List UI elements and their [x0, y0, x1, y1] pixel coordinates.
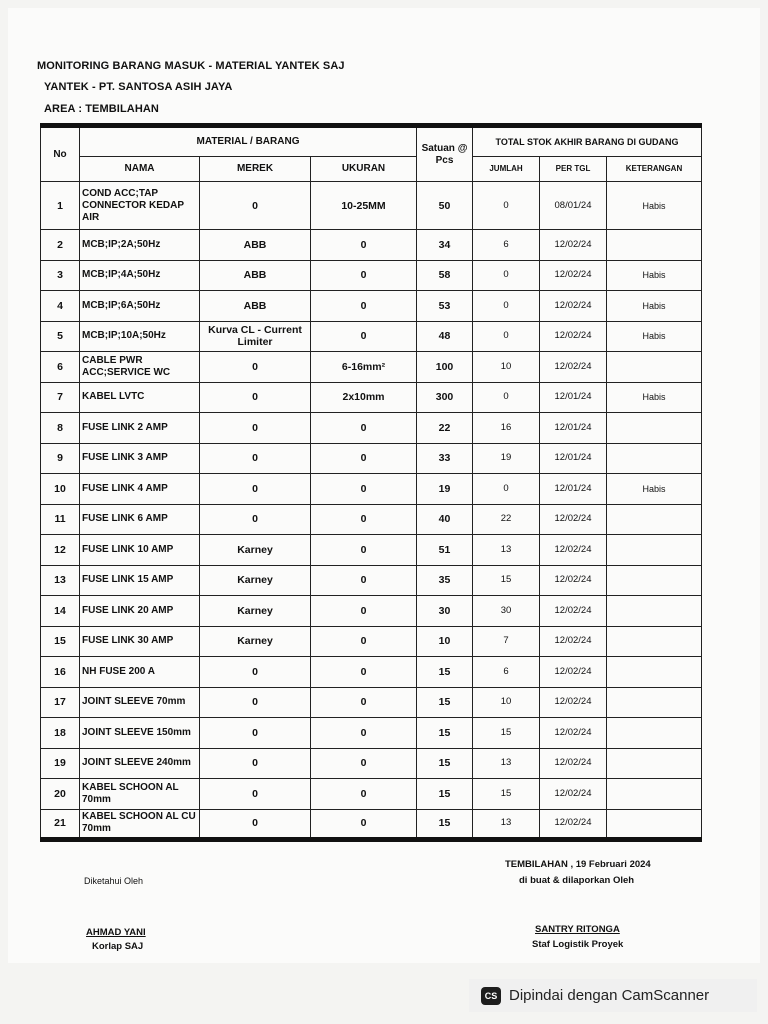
cell-merek: ABB	[200, 230, 311, 261]
cell-ukuran: 10-25MM	[311, 182, 417, 230]
cell-keterangan	[607, 809, 702, 840]
cell-per-tgl: 12/02/24	[540, 809, 607, 840]
camscanner-watermark	[469, 979, 757, 1012]
cell-merek: ABB	[200, 291, 311, 322]
cell-keterangan	[607, 443, 702, 474]
cell-per-tgl: 12/02/24	[540, 565, 607, 596]
signer-right-name: SANTRY RITONGA	[535, 924, 620, 935]
col-merek-header: MEREK	[200, 157, 311, 182]
cell-satuan: 51	[417, 535, 473, 566]
cell-no: 12	[41, 535, 80, 566]
cell-jumlah: 10	[473, 352, 540, 383]
cell-ukuran: 0	[311, 565, 417, 596]
cell-keterangan	[607, 352, 702, 383]
cell-merek: ABB	[200, 260, 311, 291]
cell-keterangan	[607, 596, 702, 627]
col-satuan-header: Satuan @ Pcs	[417, 126, 473, 182]
cell-nama: FUSE LINK 6 AMP	[80, 504, 200, 535]
table-row	[41, 779, 702, 810]
table-row	[41, 657, 702, 688]
cell-per-tgl: 12/01/24	[540, 382, 607, 413]
cell-jumlah: 15	[473, 779, 540, 810]
table-row	[41, 687, 702, 718]
cell-merek: 0	[200, 443, 311, 474]
cell-jumlah: 10	[473, 687, 540, 718]
cell-jumlah: 15	[473, 718, 540, 749]
cell-satuan: 58	[417, 260, 473, 291]
cell-per-tgl: 12/02/24	[540, 230, 607, 261]
cell-keterangan	[607, 413, 702, 444]
cell-satuan: 15	[417, 748, 473, 779]
cell-ukuran: 6-16mm²	[311, 352, 417, 383]
cell-keterangan: Habis	[607, 321, 702, 352]
cell-jumlah: 0	[473, 321, 540, 352]
table-row	[41, 504, 702, 535]
cell-per-tgl: 12/02/24	[540, 626, 607, 657]
company-name: YANTEK - PT. SANTOSA ASIH JAYA	[44, 81, 233, 93]
cell-ukuran: 0	[311, 718, 417, 749]
cell-jumlah: 0	[473, 291, 540, 322]
cell-merek: 0	[200, 382, 311, 413]
cell-ukuran: 0	[311, 474, 417, 505]
cell-nama: FUSE LINK 15 AMP	[80, 565, 200, 596]
cell-jumlah: 0	[473, 182, 540, 230]
cell-nama: JOINT SLEEVE 150mm	[80, 718, 200, 749]
cell-keterangan: Habis	[607, 474, 702, 505]
cell-merek: 0	[200, 809, 311, 840]
signer-left-name: AHMAD YANI	[86, 927, 146, 938]
cell-no: 13	[41, 565, 80, 596]
cell-merek: 0	[200, 779, 311, 810]
cell-per-tgl: 12/02/24	[540, 718, 607, 749]
cell-no: 7	[41, 382, 80, 413]
cell-ukuran: 0	[311, 657, 417, 688]
table-row	[41, 443, 702, 474]
cell-keterangan: Habis	[607, 382, 702, 413]
signer-right-role: Staf Logistik Proyek	[532, 939, 624, 950]
cell-keterangan	[607, 657, 702, 688]
cell-nama: FUSE LINK 2 AMP	[80, 413, 200, 444]
col-stok-group-header: TOTAL STOK AKHIR BARANG DI GUDANG	[473, 126, 702, 157]
cell-ukuran: 0	[311, 443, 417, 474]
cell-nama: FUSE LINK 20 AMP	[80, 596, 200, 627]
cell-keterangan	[607, 718, 702, 749]
cell-ukuran: 0	[311, 809, 417, 840]
table-row	[41, 718, 702, 749]
cell-nama: MCB;IP;2A;50Hz	[80, 230, 200, 261]
cell-satuan: 19	[417, 474, 473, 505]
cell-nama: KABEL LVTC	[80, 382, 200, 413]
cell-jumlah: 7	[473, 626, 540, 657]
cell-nama: MCB;IP;4A;50Hz	[80, 260, 200, 291]
cell-ukuran: 2x10mm	[311, 382, 417, 413]
cell-per-tgl: 12/02/24	[540, 260, 607, 291]
cell-merek: 0	[200, 413, 311, 444]
cell-satuan: 15	[417, 687, 473, 718]
table-row	[41, 321, 702, 352]
cell-nama: MCB;IP;6A;50Hz	[80, 291, 200, 322]
cell-nama: FUSE LINK 3 AMP	[80, 443, 200, 474]
cell-merek: 0	[200, 474, 311, 505]
cell-no: 14	[41, 596, 80, 627]
table-row	[41, 626, 702, 657]
cell-ukuran: 0	[311, 779, 417, 810]
document-title: MONITORING BARANG MASUK - MATERIAL YANTEK SAJ	[37, 60, 345, 72]
cell-per-tgl: 12/01/24	[540, 474, 607, 505]
cell-jumlah: 0	[473, 260, 540, 291]
cell-ukuran: 0	[311, 687, 417, 718]
cell-satuan: 53	[417, 291, 473, 322]
cell-satuan: 15	[417, 657, 473, 688]
col-keterangan-header: KETERANGAN	[607, 157, 702, 182]
cell-ukuran: 0	[311, 321, 417, 352]
cell-no: 21	[41, 809, 80, 840]
cell-per-tgl: 12/02/24	[540, 352, 607, 383]
cell-merek: 0	[200, 657, 311, 688]
cell-jumlah: 0	[473, 382, 540, 413]
cell-per-tgl: 12/02/24	[540, 596, 607, 627]
cell-ukuran: 0	[311, 260, 417, 291]
cell-satuan: 30	[417, 596, 473, 627]
cell-keterangan: Habis	[607, 291, 702, 322]
table-row	[41, 809, 702, 840]
col-jumlah-header: JUMLAH	[473, 157, 540, 182]
area-label: AREA : TEMBILAHAN	[44, 103, 159, 115]
cell-nama: FUSE LINK 10 AMP	[80, 535, 200, 566]
cell-keterangan	[607, 535, 702, 566]
cell-ukuran: 0	[311, 596, 417, 627]
cell-nama: NH FUSE 200 A	[80, 657, 200, 688]
cell-nama: JOINT SLEEVE 240mm	[80, 748, 200, 779]
cell-merek: 0	[200, 504, 311, 535]
col-material-group-header: MATERIAL / BARANG	[80, 126, 417, 157]
cell-jumlah: 13	[473, 535, 540, 566]
table-row	[41, 535, 702, 566]
cell-nama: KABEL SCHOON AL CU 70mm	[80, 809, 200, 840]
cell-jumlah: 16	[473, 413, 540, 444]
cell-nama: CABLE PWR ACC;SERVICE WC	[80, 352, 200, 383]
cell-satuan: 300	[417, 382, 473, 413]
col-nama-header: NAMA	[80, 157, 200, 182]
table-row	[41, 291, 702, 322]
cell-jumlah: 22	[473, 504, 540, 535]
cell-no: 2	[41, 230, 80, 261]
acknowledged-label: Diketahui Oleh	[84, 876, 144, 886]
cell-satuan: 50	[417, 182, 473, 230]
cell-merek: 0	[200, 182, 311, 230]
cell-per-tgl: 12/02/24	[540, 748, 607, 779]
cell-nama: COND ACC;TAP CONNECTOR KEDAP AIR	[80, 182, 200, 230]
cell-keterangan	[607, 779, 702, 810]
cell-merek: Karney	[200, 626, 311, 657]
place-date: TEMBILAHAN , 19 Februari 2024	[505, 859, 651, 870]
cell-keterangan	[607, 626, 702, 657]
cell-merek: Karney	[200, 565, 311, 596]
table-row	[41, 565, 702, 596]
cell-merek: 0	[200, 687, 311, 718]
cell-jumlah: 0	[473, 474, 540, 505]
cell-keterangan	[607, 748, 702, 779]
cell-per-tgl: 12/02/24	[540, 321, 607, 352]
cell-keterangan	[607, 687, 702, 718]
stock-table	[40, 123, 702, 842]
cell-keterangan	[607, 504, 702, 535]
cell-no: 6	[41, 352, 80, 383]
table-row	[41, 474, 702, 505]
cell-merek: 0	[200, 352, 311, 383]
cell-nama: KABEL SCHOON AL 70mm	[80, 779, 200, 810]
cell-per-tgl: 12/02/24	[540, 504, 607, 535]
cell-no: 4	[41, 291, 80, 322]
cell-satuan: 10	[417, 626, 473, 657]
cell-per-tgl: 12/02/24	[540, 535, 607, 566]
cell-ukuran: 0	[311, 230, 417, 261]
camscanner-logo-icon: CS	[481, 987, 501, 1005]
cell-ukuran: 0	[311, 626, 417, 657]
cell-per-tgl: 08/01/24	[540, 182, 607, 230]
cell-merek: Kurva CL - Current Limiter	[200, 321, 311, 352]
table-row	[41, 260, 702, 291]
cell-ukuran: 0	[311, 413, 417, 444]
cell-no: 20	[41, 779, 80, 810]
cell-keterangan: Habis	[607, 260, 702, 291]
cell-jumlah: 19	[473, 443, 540, 474]
cell-no: 3	[41, 260, 80, 291]
cell-satuan: 15	[417, 718, 473, 749]
cell-no: 10	[41, 474, 80, 505]
cell-keterangan	[607, 565, 702, 596]
col-per-tgl-header: PER TGL	[540, 157, 607, 182]
cell-ukuran: 0	[311, 748, 417, 779]
cell-satuan: 33	[417, 443, 473, 474]
cell-per-tgl: 12/02/24	[540, 657, 607, 688]
cell-no: 11	[41, 504, 80, 535]
cell-satuan: 100	[417, 352, 473, 383]
cell-jumlah: 15	[473, 565, 540, 596]
cell-no: 9	[41, 443, 80, 474]
cell-no: 15	[41, 626, 80, 657]
cell-jumlah: 13	[473, 809, 540, 840]
cell-no: 5	[41, 321, 80, 352]
cell-per-tgl: 12/02/24	[540, 687, 607, 718]
watermark-text: Dipindai dengan CamScanner	[509, 987, 710, 1004]
cell-satuan: 22	[417, 413, 473, 444]
cell-merek: 0	[200, 718, 311, 749]
cell-nama: FUSE LINK 4 AMP	[80, 474, 200, 505]
col-no-header: No	[41, 126, 80, 182]
cell-jumlah: 30	[473, 596, 540, 627]
table-row	[41, 182, 702, 230]
cell-satuan: 34	[417, 230, 473, 261]
cell-per-tgl: 12/01/24	[540, 443, 607, 474]
cell-no: 18	[41, 718, 80, 749]
cell-jumlah: 6	[473, 230, 540, 261]
cell-no: 19	[41, 748, 80, 779]
table-row	[41, 382, 702, 413]
cell-per-tgl: 12/02/24	[540, 779, 607, 810]
cell-keterangan	[607, 230, 702, 261]
signer-left-role: Korlap SAJ	[92, 941, 144, 952]
cell-satuan: 35	[417, 565, 473, 596]
cell-nama: MCB;IP;10A;50Hz	[80, 321, 200, 352]
cell-ukuran: 0	[311, 291, 417, 322]
table-row	[41, 596, 702, 627]
cell-keterangan: Habis	[607, 182, 702, 230]
cell-nama: JOINT SLEEVE 70mm	[80, 687, 200, 718]
cell-merek: 0	[200, 748, 311, 779]
cell-per-tgl: 12/02/24	[540, 291, 607, 322]
cell-satuan: 48	[417, 321, 473, 352]
cell-ukuran: 0	[311, 535, 417, 566]
cell-no: 8	[41, 413, 80, 444]
table-row	[41, 748, 702, 779]
cell-satuan: 15	[417, 809, 473, 840]
cell-merek: Karney	[200, 596, 311, 627]
cell-jumlah: 6	[473, 657, 540, 688]
cell-satuan: 15	[417, 779, 473, 810]
cell-satuan: 40	[417, 504, 473, 535]
prepared-by-label: di buat & dilaporkan Oleh	[519, 875, 635, 886]
table-row	[41, 230, 702, 261]
cell-ukuran: 0	[311, 504, 417, 535]
table-row	[41, 413, 702, 444]
cell-per-tgl: 12/01/24	[540, 413, 607, 444]
cell-nama: FUSE LINK 30 AMP	[80, 626, 200, 657]
col-ukuran-header: UKURAN	[311, 157, 417, 182]
cell-no: 1	[41, 182, 80, 230]
cell-no: 16	[41, 657, 80, 688]
table-row	[41, 352, 702, 383]
cell-merek: Karney	[200, 535, 311, 566]
cell-no: 17	[41, 687, 80, 718]
cell-jumlah: 13	[473, 748, 540, 779]
